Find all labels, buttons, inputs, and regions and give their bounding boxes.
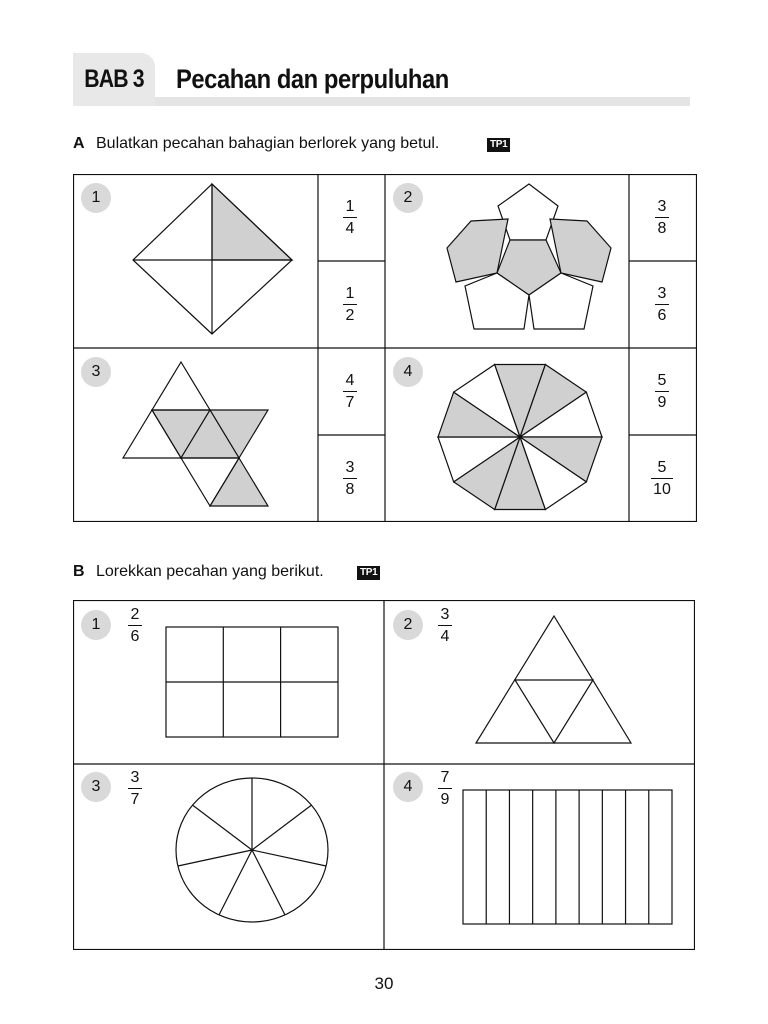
question-b1-number: 1 [81, 610, 111, 640]
fraction-bar [651, 478, 673, 479]
fraction-denominator: 7 [130, 791, 140, 808]
question-a4-decagon-shape [435, 361, 605, 513]
section-b-tp-badge: TP1 [357, 566, 380, 580]
fraction-bar [128, 788, 142, 789]
question-a1-diamond-shape [128, 180, 298, 340]
question-a2-pentagon-shape [440, 178, 620, 338]
question-b2-number: 2 [393, 610, 423, 640]
fraction-denominator: 8 [345, 481, 355, 498]
fraction-bar [438, 788, 452, 789]
fraction-denominator: 6 [130, 628, 140, 645]
fraction-bar [438, 625, 452, 626]
fraction-numerator: 4 [345, 372, 355, 389]
question-b1-rectangle-grid[interactable] [163, 625, 343, 740]
fraction-denominator: 9 [440, 791, 450, 808]
fraction-denominator: 2 [345, 307, 355, 324]
question-a2-choice-2[interactable] [642, 284, 682, 325]
question-a3-triangle-shape [118, 358, 278, 513]
question-b1-fraction [115, 605, 155, 646]
fraction-numerator: 5 [657, 372, 667, 389]
question-a4-choice-2[interactable] [642, 458, 682, 499]
section-a-instruction: Bulatkan pecahan bahagian berlorek yang betul. [96, 135, 440, 152]
section-b-letter: B [73, 563, 85, 580]
fraction-numerator: 2 [130, 606, 140, 623]
question-b4-strip-rectangle[interactable] [460, 788, 676, 926]
fraction-denominator: 10 [653, 481, 671, 498]
fraction-bar [128, 625, 142, 626]
page-number: 30 [374, 974, 394, 993]
question-a3-number: 3 [81, 357, 111, 387]
fraction-numerator: 3 [440, 606, 450, 623]
fraction-denominator: 7 [345, 394, 355, 411]
fraction-bar [343, 304, 357, 305]
question-b4-number: 4 [393, 772, 423, 802]
question-a1-choice-2[interactable] [330, 284, 370, 325]
fraction-numerator: 3 [657, 198, 667, 215]
fraction-numerator: 5 [657, 459, 667, 476]
fraction-numerator: 1 [345, 198, 355, 215]
strip-outline [463, 790, 672, 924]
fraction-bar [655, 304, 669, 305]
question-b2-triangle-shape[interactable] [472, 612, 636, 748]
fraction-numerator: 1 [345, 285, 355, 302]
question-a2-number: 2 [393, 183, 423, 213]
question-a2-choice-1[interactable] [642, 197, 682, 238]
question-a4-choice-1[interactable] [642, 371, 682, 412]
fraction-bar [655, 217, 669, 218]
fraction-numerator: 3 [345, 459, 355, 476]
chapter-title: Pecahan dan perpuluhan [176, 64, 449, 94]
fraction-denominator: 4 [440, 628, 450, 645]
fraction-denominator: 4 [345, 220, 355, 237]
question-a3-choice-2[interactable] [330, 458, 370, 499]
question-b2-fraction [425, 605, 465, 646]
fraction-numerator: 7 [440, 769, 450, 786]
question-b3-number: 3 [81, 772, 111, 802]
chapter-label: BAB 3 [84, 65, 144, 93]
question-a1-number: 1 [81, 183, 111, 213]
section-a-letter: A [73, 135, 85, 152]
fraction-numerator: 3 [130, 769, 140, 786]
section-a-tp-badge: TP1 [487, 138, 510, 152]
fraction-bar [343, 478, 357, 479]
fraction-bar [343, 391, 357, 392]
question-b3-circle-shape[interactable] [172, 774, 332, 926]
fraction-denominator: 9 [657, 394, 667, 411]
question-b4-fraction [425, 768, 465, 809]
question-b3-fraction [115, 768, 155, 809]
fraction-bar [343, 217, 357, 218]
fraction-bar [655, 391, 669, 392]
fraction-numerator: 3 [657, 285, 667, 302]
question-a3-choice-1[interactable] [330, 371, 370, 412]
question-a4-number: 4 [393, 357, 423, 387]
question-a1-choice-1[interactable] [330, 197, 370, 238]
fraction-denominator: 8 [657, 220, 667, 237]
section-b-instruction: Lorekkan pecahan yang berikut. [96, 563, 324, 580]
fraction-denominator: 6 [657, 307, 667, 324]
